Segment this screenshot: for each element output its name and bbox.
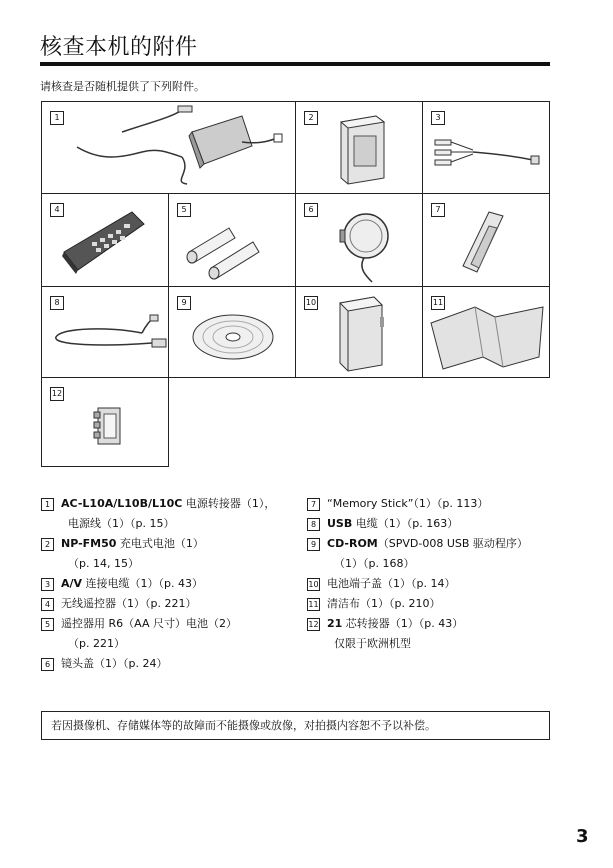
item-number: 6 bbox=[41, 658, 54, 671]
cell-number: 11 bbox=[431, 296, 445, 310]
item-number: 5 bbox=[41, 618, 54, 631]
item-bold: NP-FM50 bbox=[61, 537, 117, 550]
grid-cell-4 bbox=[41, 193, 169, 287]
item-sub: （p. 221） bbox=[68, 637, 125, 650]
item-text: 芯转接器（1）（p. 43） bbox=[342, 617, 464, 630]
lens-cap-icon bbox=[296, 194, 424, 288]
item-number: 9 bbox=[307, 538, 320, 551]
accessory-list-right bbox=[307, 494, 557, 654]
cell-number: 10 bbox=[304, 296, 318, 310]
ac-adaptor-with-cord-icon bbox=[42, 102, 297, 195]
grid-cell-3 bbox=[422, 101, 550, 194]
list-item bbox=[307, 614, 557, 654]
item-number: 11 bbox=[308, 600, 319, 609]
cell-number: 1 bbox=[50, 111, 64, 125]
item-text: 无线遥控器（1）（p. 221） bbox=[61, 597, 197, 610]
accessory-list-left bbox=[41, 494, 291, 674]
cell-number: 3 bbox=[431, 111, 445, 125]
list-item bbox=[41, 494, 291, 534]
battery-pack-icon bbox=[296, 102, 424, 195]
cell-number: 8 bbox=[50, 296, 64, 310]
grid-cell-2 bbox=[295, 101, 423, 194]
list-item bbox=[41, 614, 291, 654]
item-number: 4 bbox=[41, 598, 54, 611]
grid-cell-6 bbox=[295, 193, 423, 287]
grid-cell-7 bbox=[422, 193, 550, 287]
grid-cell-9 bbox=[168, 286, 296, 378]
list-item bbox=[307, 494, 557, 514]
list-item bbox=[307, 574, 557, 594]
aa-batteries-icon bbox=[169, 194, 297, 288]
item-text: （SPVD-008 USB 驱动程序） bbox=[377, 537, 528, 550]
item-text: 电池端子盖（1）（p. 14） bbox=[327, 577, 456, 590]
21-pin-adaptor-icon bbox=[42, 378, 170, 468]
item-bold: A/V bbox=[61, 577, 83, 590]
grid-cell-1 bbox=[41, 101, 296, 194]
page-title: 核查本机的附件 bbox=[40, 35, 198, 60]
item-sub: （p. 14, 15） bbox=[68, 557, 139, 570]
item-number: 3 bbox=[41, 578, 54, 591]
item-bold: 21 bbox=[327, 617, 343, 630]
item-text: 镜头盖（1）（p. 24） bbox=[61, 657, 168, 670]
cell-number: 2 bbox=[304, 111, 318, 125]
intro-text: 请核查是否随机提供了下列附件。 bbox=[40, 80, 205, 93]
item-number: 8 bbox=[307, 518, 320, 531]
cell-number: 5 bbox=[177, 203, 191, 217]
cell-number: 9 bbox=[177, 296, 191, 310]
memory-stick-icon bbox=[423, 194, 551, 288]
item-number: 10 bbox=[308, 580, 319, 589]
cell-number: 4 bbox=[50, 203, 64, 217]
cell-number: 6 bbox=[304, 203, 318, 217]
list-item bbox=[307, 594, 557, 614]
item-number: 7 bbox=[307, 498, 320, 511]
item-sub: 仅限于欧洲机型 bbox=[334, 637, 411, 650]
accessory-grid bbox=[41, 101, 550, 467]
remote-commander-icon bbox=[42, 194, 170, 288]
item-text: “Memory Stick”（1）（p. 113） bbox=[327, 497, 489, 510]
cleaning-cloth-icon bbox=[423, 287, 551, 379]
cell-number: 7 bbox=[431, 203, 445, 217]
grid-cell-10 bbox=[295, 286, 423, 378]
grid-cell-12 bbox=[41, 377, 169, 467]
title-rule bbox=[40, 62, 550, 66]
list-item bbox=[41, 534, 291, 574]
item-number: 12 bbox=[308, 620, 319, 629]
list-item bbox=[41, 594, 291, 614]
item-text: 清洁布（1）（p. 210） bbox=[327, 597, 441, 610]
item-bold: CD-ROM bbox=[327, 537, 378, 550]
item-text: 充电式电池（1） bbox=[116, 537, 204, 550]
grid-cell-11 bbox=[422, 286, 550, 378]
list-item bbox=[41, 574, 291, 594]
list-item bbox=[307, 534, 557, 574]
item-bold: USB bbox=[327, 517, 353, 530]
item-number: 1 bbox=[41, 498, 54, 511]
grid-cell-5 bbox=[168, 193, 296, 287]
cell-number: 12 bbox=[50, 387, 64, 401]
item-text: 遥控器用 R6（AA 尺寸）电池（2） bbox=[61, 617, 237, 630]
item-text: 电源转接器（1）， bbox=[182, 497, 276, 510]
item-sub: （1）（p. 168） bbox=[334, 557, 415, 570]
notice-box: 若因摄像机、存储媒体等的故障而不能摄像或放像，对拍摄内容恕不予以补偿。 bbox=[41, 711, 550, 740]
av-cable-icon bbox=[423, 102, 551, 195]
list-item bbox=[41, 654, 291, 674]
page-number: 3 bbox=[576, 826, 589, 847]
item-text: 连接电缆（1）（p. 43） bbox=[82, 577, 204, 590]
item-bold: AC-L10A/L10B/L10C bbox=[61, 497, 183, 510]
terminal-cover-icon bbox=[296, 287, 424, 379]
list-item bbox=[307, 514, 557, 534]
item-sub: 电源线（1）（p. 15） bbox=[68, 517, 175, 530]
item-text: 电缆（1）（p. 163） bbox=[352, 517, 459, 530]
item-number: 2 bbox=[41, 538, 54, 551]
cd-rom-icon bbox=[169, 287, 297, 379]
